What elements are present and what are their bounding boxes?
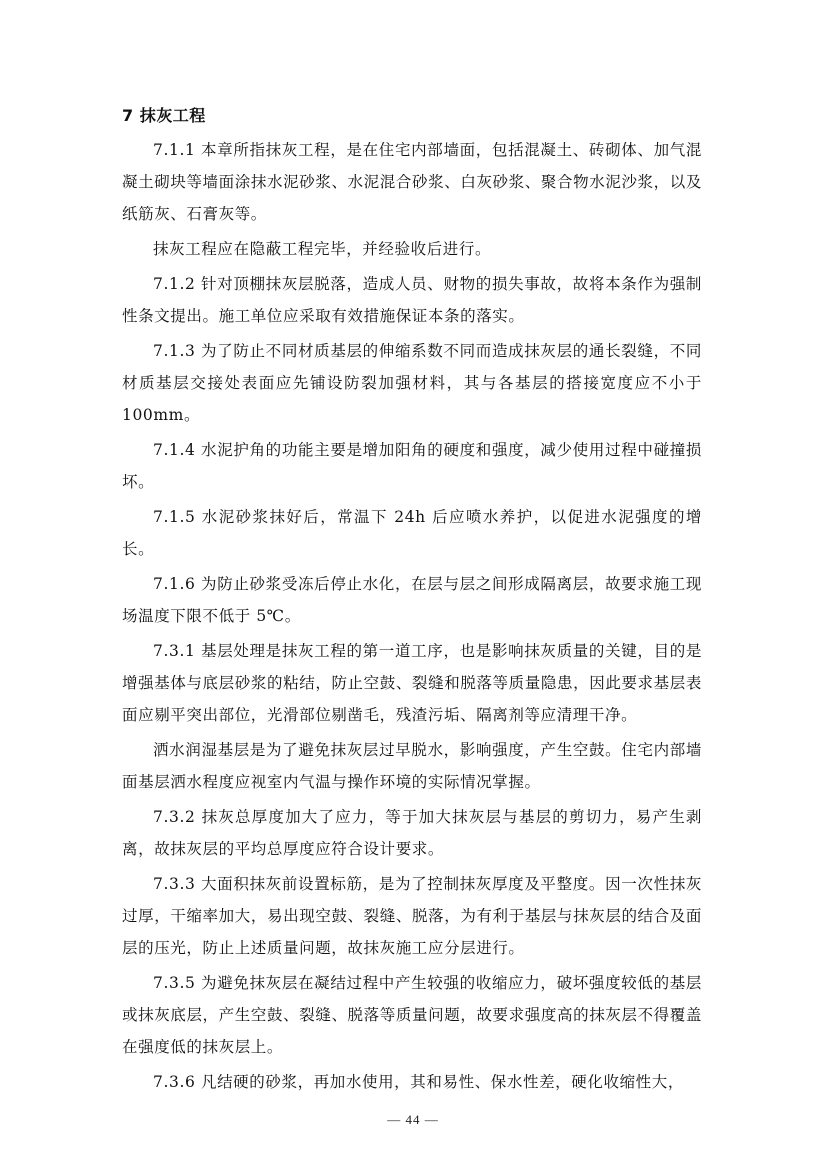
paragraph-7-1-3: 7.1.3 为了防止不同材质基层的伸缩系数不同而造成抹灰层的通长裂缝，不同材质基层交接处表面应先铺设防裂加强材料，其与各基层的搭接宽度应不小于100mm。 <box>122 342 702 424</box>
page-number: — 44 — <box>387 1112 439 1127</box>
paragraph-7-1-5: 7.1.5 水泥砂浆抹好后，常温下 24h 后应喷水养护，以促进水泥强度的增长。 <box>122 508 702 558</box>
paragraph-7-3-6: 7.3.6 凡结硬的砂浆，再加水使用，其和易性、保水性差，硬化收缩性大， <box>153 1073 684 1091</box>
paragraph-7-1-2: 7.1.2 针对顶棚抹灰层脱落，造成人员、财物的损失事故，故将本条作为强制性条文提出。施工单位应采取有效措施保证本条的落实。 <box>122 275 702 325</box>
document-page <box>122 102 702 1101</box>
paragraph-7-3-5: 7.3.5 为避免抹灰层在凝结过程中产生较强的收缩应力，破坏强度较低的基层或抹灰底层，产生空鼓、裂缝、脱落等质量问题，故要求强度高的抹灰层不得覆盖在强度低的抹灰层上。 <box>122 974 702 1056</box>
section-title: 7 抹灰工程 <box>122 106 206 125</box>
paragraph-7-1-4: 7.1.4 水泥护角的功能主要是增加阳角的硬度和强度，减少使用过程中碰撞损坏。 <box>122 441 702 491</box>
paragraph-7-1-1-continued: 抹灰工程应在隐蔽工程完毕，并经验收后进行。 <box>153 240 492 258</box>
paragraph-7-3-1-continued: 洒水润湿基层是为了避免抹灰层过早脱水，影响强度，产生空鼓。住宅内部墙面基层洒水程度应视室内气温与操作环境的实际情况掌握。 <box>122 741 702 791</box>
paragraph-7-1-6: 7.1.6 为防止砂浆受冻后停止水化，在层与层之间形成隔离层，故要求施工现场温度下限不低于 5℃。 <box>122 575 702 625</box>
paragraph-7-3-2: 7.3.2 抹灰总厚度加大了应力，等于加大抹灰层与基层的剪切力，易产生剥离，故抹灰层的平均总厚度应符合设计要求。 <box>122 808 702 858</box>
paragraph-7-3-3: 7.3.3 大面积抹灰前设置标筋，是为了控制抹灰厚度及平整度。因一次性抹灰过厚，干缩率加大，易出现空鼓、裂缝、脱落，为有利于基层与抹灰层的结合及面层的压光，防止上述质量问题，故抹灰施工应分层进行。 <box>122 875 702 957</box>
paragraph-7-3-1: 7.3.1 基层处理是抹灰工程的第一道工序，也是影响抹灰质量的关键，目的是增强基体与底层砂浆的粘结，防止空鼓、裂缝和脱落等质量隐患，因此要求基层表面应剔平突出部位，光滑部位剔凿毛，残渣污垢、隔离剂等应清理干净。 <box>122 642 702 724</box>
paragraph-7-1-1: 7.1.1 本章所指抹灰工程，是在住宅内部墙面，包括混凝土、砖砌体、加气混凝土砌块等墙面涂抹水泥砂浆、水泥混合砂浆、白灰砂浆、聚合物水泥沙浆，以及纸筋灰、石膏灰等。 <box>122 141 702 223</box>
